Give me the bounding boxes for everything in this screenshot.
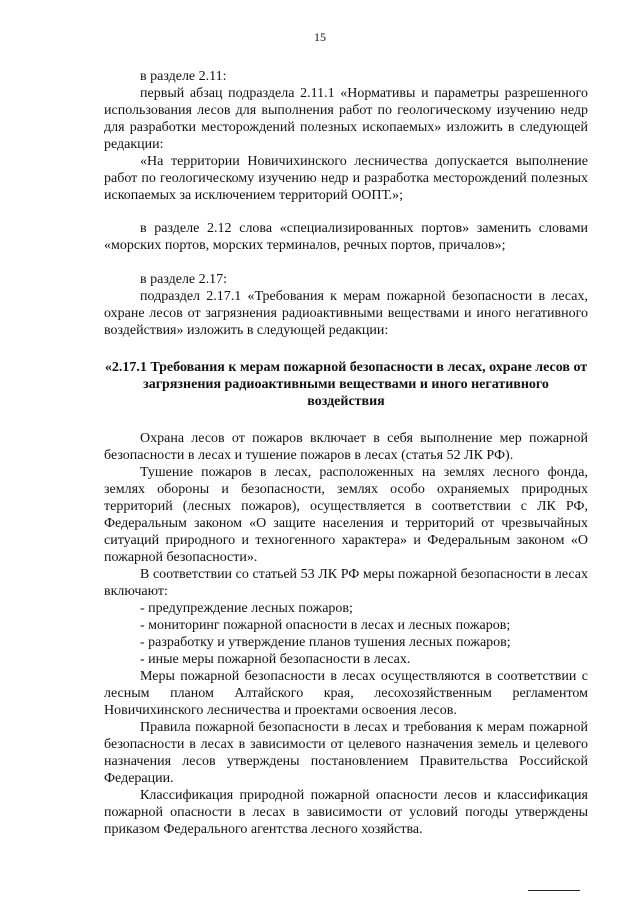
amend2-paragraph: в разделе 2.12 слова «специализированных портов» заменить словами «морских портов, морских терминалов, речных портов, причалов»; (104, 221, 588, 253)
amend3-intro: в разделе 2.17: (140, 272, 228, 287)
amend3-paragraph: подраздел 2.17.1 «Требования к мерам пожарной безопасности в лесах, охране лесов от загрязнения радиоактивными веществами и иного негативного воздействия» изложить в следующей редакции: (104, 289, 588, 338)
list-item: - разработку и утверждение планов тушения лесных пожаров; (140, 635, 511, 650)
body-paragraph-2: Тушение пожаров в лесах, расположенных на землях лесного фонда, землях обороны и безопасности, землях особо охраняемых природных территорий (лесных пожаров), осуществляется в соответствии с ЛК РФ, Федеральным законом «О защите населения и территорий от чрезвычайных ситуаций природного и техногенного характера» и Федеральным законом «О пожарной безопасности». (104, 465, 588, 565)
amend1-paragraph: первый абзац подраздела 2.11.1 «Нормативы и параметры разрешенного использования лесов для выполнения работ по геологическому изучению недр для разработки месторождений полезных ископаемых» изложить в следующей редакции: (104, 86, 588, 152)
list-item: - иные меры пожарной безопасности в лесах. (140, 652, 411, 667)
list-item: - предупреждение лесных пожаров; (140, 601, 353, 616)
amend1-quote: «На территории Новичихинского лесничества допускается выполнение работ по геологическому изучению недр и разработка месторождений полезных ископаемых за исключением территорий ООПТ.»; (104, 154, 588, 203)
amend1-intro: в разделе 2.11: (140, 69, 227, 84)
page-number: 15 (314, 30, 326, 44)
fire-measures-list (104, 600, 588, 668)
document-body (104, 68, 588, 838)
body-paragraph-6: Классификация природной пожарной опасности лесов и классификация пожарной опасности в лесах в зависимости от условий погоды утверждены приказом Федерального агентства лесного хозяйства. (104, 788, 588, 837)
body-paragraph-5: Правила пожарной безопасности в лесах и требования к мерам пожарной безопасности в лесах в зависимости от целевого назначения земель и целевого назначения лесов утверждены постановлением Правительства Российской Федерации. (104, 720, 588, 786)
body-paragraph-3: В соответствии со статьей 53 ЛК РФ меры пожарной безопасности в лесах включают: (104, 567, 588, 599)
list-item: - мониторинг пожарной опасности в лесах и лесных пожаров; (140, 618, 511, 633)
section-heading: «2.17.1 Требования к мерам пожарной безопасности в лесах, охране лесов от загрязнения радиоактивными веществами и иного негативного воздействия (104, 360, 588, 409)
body-paragraph-1: Охрана лесов от пожаров включает в себя выполнение мер пожарной безопасности в лесах и тушение пожаров в лесах (статья 52 ЛК РФ). (104, 431, 588, 463)
body-paragraph-4: Меры пожарной безопасности в лесах осуществляются в соответствии с лесным планом Алтайского края, лесохозяйственным регламентом Новичихинского лесничества и проектами освоения лесов. (104, 669, 588, 718)
footer-rule (528, 890, 580, 891)
